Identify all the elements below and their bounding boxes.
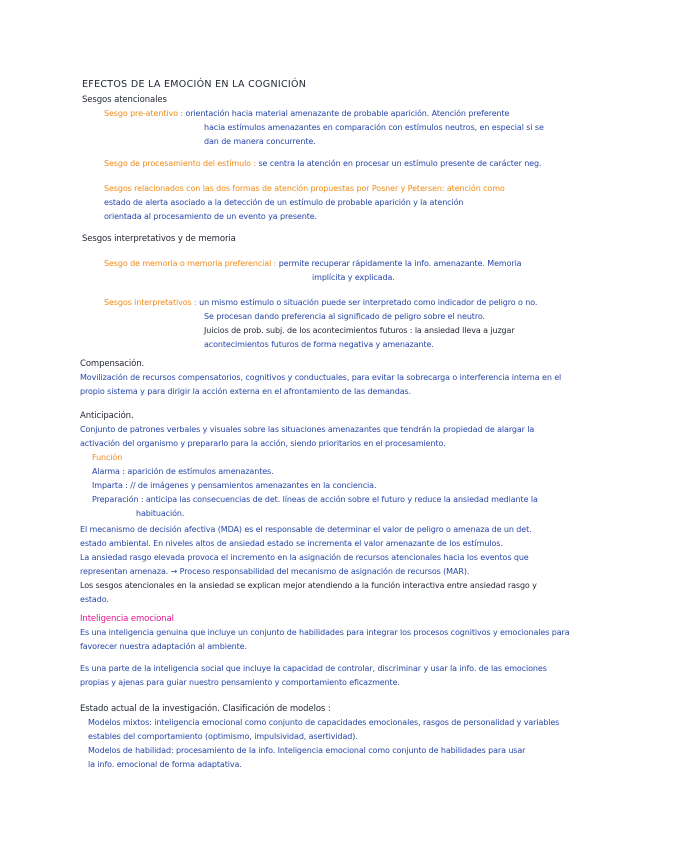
heading-anticipacion: Anticipación. bbox=[80, 411, 134, 421]
interpretativos-line1 bbox=[104, 296, 537, 310]
mecanismo-line4: representan amenaza. → Proceso responsabilidad del mecanismo de asignación de recursos (MAR). bbox=[80, 567, 470, 576]
anticipacion-line1: Conjunto de patrones verbales y visuales sobre las situaciones amenazantes que tendrán la propiedad de alargar la bbox=[80, 425, 535, 434]
interpretativos-text2: Se procesan dando preferencia al significado de peligro sobre el neutro. bbox=[204, 312, 485, 321]
inteligencia-p2-line1: Es una parte de la inteligencia social que incluye la capacidad de controlar, discriminar y usar la info. de las emociones bbox=[80, 664, 547, 673]
heading-estado-actual: Estado actual de la investigación. Clasificación de modelos : bbox=[80, 704, 331, 714]
interpretativos-text1: un mismo estímulo o situación puede ser interpretado como indicador de peligro o no. bbox=[199, 298, 538, 307]
pre-atentivo-line1 bbox=[104, 107, 544, 121]
posner-block bbox=[104, 182, 505, 224]
anticipacion-block bbox=[80, 409, 538, 521]
procesamiento-line bbox=[104, 157, 541, 171]
compensacion-line2: propio sistema y para dirigir la acción externa en el afrontamiento de las demandas. bbox=[80, 387, 412, 396]
pre-atentivo-text2: hacia estímulos amenazantes en comparación con estímulos neutros, en especial si se bbox=[204, 123, 544, 132]
preparacion-line2: habituación. bbox=[136, 509, 185, 518]
posner-line2: estado de alerta asociado a la detección de un estímulo de probable aparición y la atención bbox=[104, 198, 464, 207]
pre-atentivo-label: Sesgo pre-atentivo : bbox=[104, 109, 183, 118]
pre-atentivo-text3: dan de manera concurrente. bbox=[204, 137, 316, 146]
pre-atentivo-block bbox=[104, 107, 544, 149]
memoria-line1 bbox=[104, 257, 522, 271]
compensacion-block bbox=[80, 357, 561, 399]
habilidad-line2: la info. emocional de forma adaptativa. bbox=[88, 760, 242, 769]
mecanismo-line2: estado ambiental. En niveles altos de ansiedad estado se incrementa el valor amenazante de los estímulos. bbox=[80, 539, 503, 548]
inteligencia-p1-line2: favorecer nuestra adaptación al ambiente. bbox=[80, 642, 247, 651]
mixtos-line1: Modelos mixtos: inteligencia emocional como conjunto de capacidades emocionales, rasgos de personalidad y variables bbox=[88, 718, 560, 727]
procesamiento-label: Sesgo de procesamiento del estímulo : bbox=[104, 159, 257, 168]
inteligencia-p1-line1: Es una inteligencia genuina que incluye un conjunto de habilidades para integrar los procesos cognitivos y emocionales para bbox=[80, 628, 570, 637]
inteligencia-block bbox=[80, 612, 570, 690]
page-title: EFECTOS DE LA EMOCIÓN EN LA COGNICIÓN bbox=[82, 79, 307, 90]
mecanismo-line3: La ansiedad rasgo elevada provoca el incremento en la asignación de recursos atencionales hacia los eventos que bbox=[80, 553, 529, 562]
memoria-label: Sesgo de memoria o memoria preferencial : bbox=[104, 259, 277, 268]
heading-inteligencia-emocional: Inteligencia emocional bbox=[80, 614, 174, 624]
inteligencia-p2-line2: propias y ajenas para guiar nuestro pensamiento y comportamiento eficazmente. bbox=[80, 678, 400, 687]
mecanismo-line1: El mecanismo de decisión afectiva (MDA) es el responsable de determinar el valor de peligro o amenaza de un det. bbox=[80, 525, 532, 534]
mixtos-line2: estables del comportamiento (optimismo, impulsividad, asertividad). bbox=[88, 732, 358, 741]
paragraph-gap bbox=[80, 654, 570, 662]
heading-compensacion: Compensación. bbox=[80, 359, 145, 369]
funcion-label: Función bbox=[92, 453, 123, 462]
memoria-text1: permite recuperar rápidamente la info. amenazante. Memoria bbox=[278, 259, 522, 268]
heading-sesgos-interpretativos: Sesgos interpretativos y de memoria bbox=[82, 234, 236, 244]
mecanismo-line6: estado. bbox=[80, 595, 109, 604]
interpretativos-label: Sesgos interpretativos : bbox=[104, 298, 197, 307]
memoria-block bbox=[104, 257, 522, 285]
mecanismo-block bbox=[80, 523, 537, 607]
procesamiento-block bbox=[104, 157, 541, 171]
posner-line3: orientada al procesamiento de un evento ya presente. bbox=[104, 212, 317, 221]
pre-atentivo-text1: orientación hacia material amenazante de probable aparición. Atención preferente bbox=[185, 109, 510, 118]
interpretativos-text3: Juicios de prob. subj. de los acontecimientos futuros : la ansiedad lleva a juzgar bbox=[204, 326, 515, 335]
memoria-text2: implícita y explicada. bbox=[312, 273, 395, 282]
preparacion-line1: Preparación : anticipa las consecuencias de det. líneas de acción sobre el futuro y reduce la ansiedad mediante la bbox=[92, 495, 538, 504]
procesamiento-text: se centra la atención en procesar un estímulo presente de carácter neg. bbox=[258, 159, 542, 168]
interpretativos-block bbox=[104, 296, 537, 352]
alarma-line: Alarma : aparición de estímulos amenazantes. bbox=[92, 467, 274, 476]
estado-actual-block bbox=[80, 702, 559, 772]
heading-sesgos-atencionales: Sesgos atencionales bbox=[82, 95, 167, 105]
compensacion-line1: Movilización de recursos compensatorios, cognitivos y conductuales, para evitar la sobrecarga o interferencia interna en el bbox=[80, 373, 562, 382]
mecanismo-line5: Los sesgos atencionales en la ansiedad se explican mejor atendiendo a la función interactiva entre ansiedad rasgo y bbox=[80, 581, 537, 590]
anticipacion-line2: activación del organismo y prepararlo para la acción, siendo prioritarios en el procesamiento. bbox=[80, 439, 446, 448]
interpretativos-text4: acontecimientos futuros de forma negativa y amenazante. bbox=[204, 340, 434, 349]
habilidad-line1: Modelos de habilidad: procesamiento de la info. Inteligencia emocional como conjunto de habilidades para usar bbox=[88, 746, 526, 755]
imparta-line: Imparta : // de imágenes y pensamientos amenazantes en la conciencia. bbox=[92, 481, 377, 490]
posner-line1: Sesgos relacionados con las dos formas de atención propuestas por Posner y Petersen: atención como bbox=[104, 184, 505, 193]
